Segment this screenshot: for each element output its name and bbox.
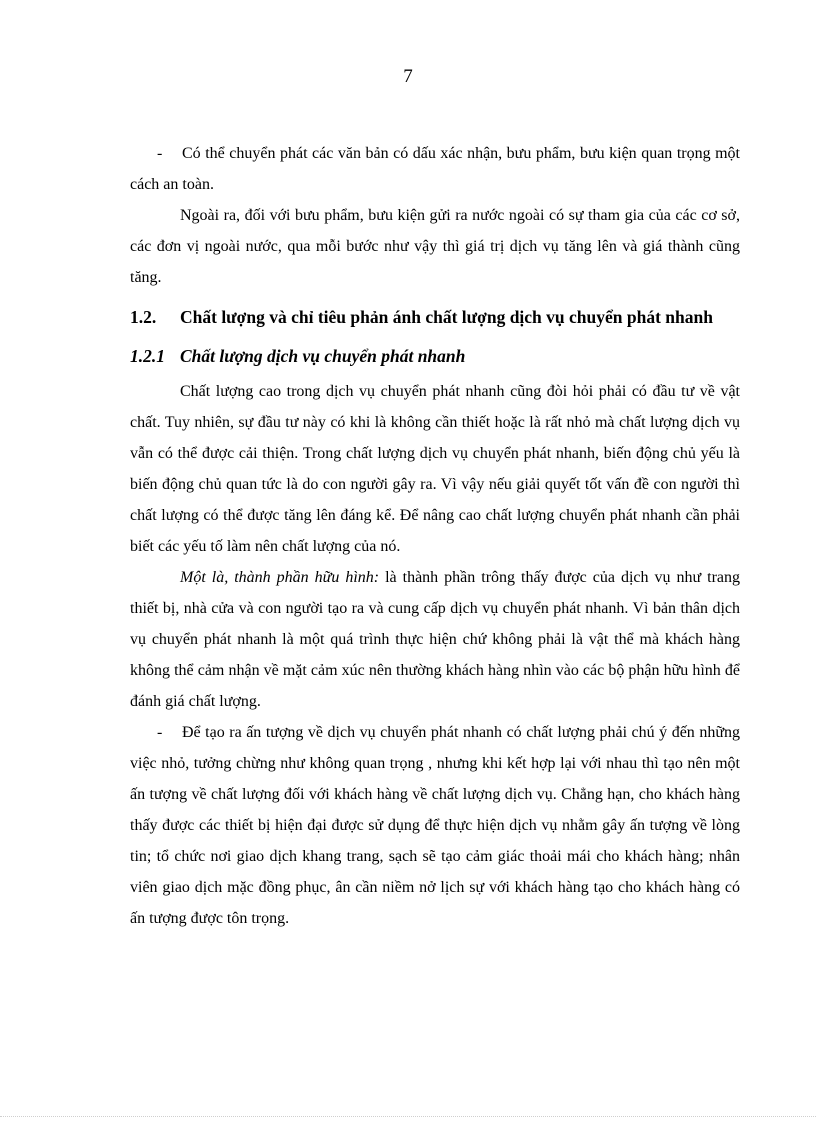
subsection-heading-1-2-1 — [130, 340, 740, 372]
subsection-title: Chất lượng dịch vụ chuyển phát nhanh — [180, 346, 466, 366]
bullet-item — [130, 717, 740, 934]
bullet-text: Có thể chuyển phát các văn bản có dấu xác nhận, bưu phẩm, bưu kiện quan trọng một cách an toàn. — [130, 145, 740, 193]
section-number: 1.2. — [130, 307, 157, 327]
page-bottom-rule — [0, 1116, 816, 1118]
page-number: 7 — [403, 66, 413, 87]
bullet-text: Để tạo ra ấn tượng về dịch vụ chuyển phát nhanh có chất lượng phải chú ý đến những việc nhỏ, tưởng chừng như không quan trọng , nhưng khi kết hợp lại với nhau thì tạo nên một ấn tượng về chất lượng đối với khách hàng về chất lượng dịch vụ. Chẳng hạn, cho khách hàng thấy được các thiết bị hiện đại được sử dụng để thực hiện dịch vụ nhằm gây ấn tượng về lòng tin; tổ chức nơi giao dịch khang trang, sạch sẽ tạo cảm giác thoải mái cho khách hàng; nhân viên giao dịch mặc đồng phục, ân cần niềm nở lịch sự với khách hàng tạo cho khách hàng có ấn tượng được tôn trọng. — [130, 724, 740, 927]
subsection-number: 1.2.1 — [130, 346, 165, 366]
bullet-dash: - — [157, 724, 163, 741]
bullet-dash: - — [157, 145, 163, 162]
paragraph-lead: Một là, thành phần hữu hình: — [180, 569, 380, 586]
section-heading-1-2 — [130, 300, 740, 334]
section-title: Chất lượng và chỉ tiêu phản ánh chất lượng dịch vụ chuyển phát nhanh — [180, 307, 713, 327]
paragraph: Ngoài ra, đối với bưu phẩm, bưu kiện gửi ra nước ngoài có sự tham gia của các cơ sở, các đơn vị ngoài nước, qua mỗi bước như vậy thì giá trị dịch vụ tăng lên và giá thành cũng tăng. — [130, 207, 740, 286]
bullet-item — [130, 138, 740, 200]
paragraph: Chất lượng cao trong dịch vụ chuyển phát nhanh cũng đòi hỏi phải có đầu tư về vật chất. Tuy nhiên, sự đầu tư này có khi là không cần thiết hoặc là rất nhỏ mà chất lượng dịch vụ vẫn có thể được cải thiện. Trong chất lượng dịch vụ chuyển phát nhanh, biến động chủ yếu là biến động chủ quan tức là do con người gây ra. Vì vậy nếu giải quyết tốt vấn đề con người thì chất lượng có thể được tăng lên đáng kể. Để nâng cao chất lượng chuyển phát nhanh cần phải biết các yếu tố làm nên chất lượng của nó. — [130, 383, 740, 555]
document-body — [130, 138, 740, 934]
paragraph — [130, 562, 740, 717]
paragraph-text: là thành phần trông thấy được của dịch vụ như trang thiết bị, nhà cửa và con người tạo ra và cung cấp dịch vụ chuyển phát nhanh. Vì bản thân dịch vụ chuyển phát nhanh là một quá trình thực hiện chứ không phải là vật thể mà khách hàng không thể cảm nhận về mặt cảm xúc nên thường khách hàng nhìn vào các bộ phận hữu hình để đánh giá chất lượng. — [130, 569, 741, 710]
